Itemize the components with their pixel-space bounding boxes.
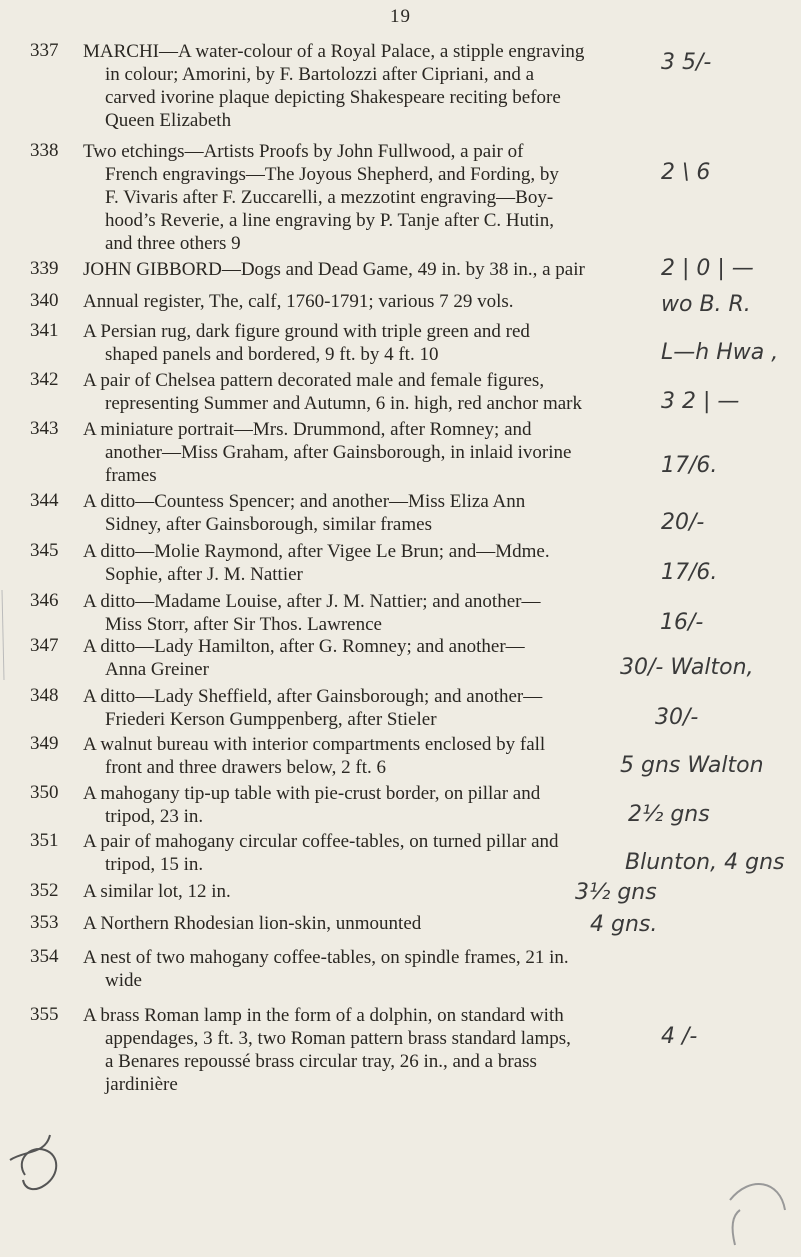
lot-number: 339 [30,258,59,279]
handwritten-price-note: 16/- [660,610,704,635]
lot-number: 354 [30,946,59,967]
lot-description [83,540,669,586]
margin-tick-mark [0,580,60,690]
lot-description [83,369,669,415]
lot-description-line: in colour; Amorini, by F. Bartolozzi after Cipriani, and a [105,64,535,85]
lot-description-line: JOHN GIBBORD—Dogs and Dead Game, 49 in. by 38 in., a pair [83,259,585,280]
circle-mark-icon [5,1130,75,1210]
lot-description [83,912,669,935]
lot-number: 344 [30,490,59,511]
lot-description-line: wide [105,970,142,991]
page-number: 19 [390,6,411,27]
lot-number: 341 [30,320,59,341]
lot-number: 346 [30,590,59,611]
handwritten-price-note: 2 | 0 | — [661,256,754,281]
lot-description-line: carved ivorine plaque depicting Shakespeare reciting before [105,87,561,108]
lot-description-line: tripod, 15 in. [105,854,204,875]
lot-description [83,320,669,366]
handwritten-price-note: 17/6. [661,560,718,585]
lot-number: 343 [30,418,59,439]
lot-number: 345 [30,540,59,561]
lot-description [83,418,669,487]
lot-description-line: A Persian rug, dark figure ground with triple green and red [83,321,530,342]
lot-description-line: Sophie, after J. M. Nattier [105,564,303,585]
lot-description-line: MARCHI—A water-colour of a Royal Palace, a stipple engraving [83,41,585,62]
handwritten-price-note: L—h Hwa , [661,340,779,365]
lot-description-line: A similar lot, 12 in. [83,881,231,902]
lot-description-line: A nest of two mahogany coffee-tables, on spindle frames, 21 in. [83,947,569,968]
handwritten-price-note: 30/- [655,705,699,730]
handwritten-price-note: 4 gns. [590,912,658,937]
lot-description-line: A ditto—Countess Spencer; and another—Miss Eliza Ann [83,491,526,512]
lot-description-line: shaped panels and bordered, 9 ft. by 4 ft. 10 [105,344,439,365]
lot-number: 352 [30,880,59,901]
handwritten-price-note: 4 /- [661,1024,698,1049]
lot-description-line: A walnut bureau with interior compartments enclosed by fall [83,734,546,755]
lot-description-line: Friederi Kerson Gumppenberg, after Stieler [105,709,437,730]
lot-description-line: A pair of mahogany circular coffee-tables, on turned pillar and [83,831,559,852]
corner-mark-icon [725,1170,795,1250]
lot-description [83,946,669,992]
handwritten-price-note: Blunton, 4 gns [625,850,785,875]
lot-description [83,490,669,536]
lot-description-line: and three others 9 [105,233,241,254]
lot-description [83,590,669,636]
handwritten-price-note: 2 \ 6 [661,160,711,185]
lot-number: 340 [30,290,59,311]
lot-description-line: another—Miss Graham, after Gainsborough, in inlaid ivorine [105,442,572,463]
handwritten-price-note: 3½ gns [575,880,657,905]
lot-number: 347 [30,635,59,656]
handwritten-price-note: 5 gns Walton [620,753,764,778]
lot-number: 353 [30,912,59,933]
lot-description-line: front and three drawers below, 2 ft. 6 [105,757,387,778]
lot-description [83,635,669,681]
lot-description [83,733,669,779]
lot-number: 349 [30,733,59,754]
lot-description [83,782,669,828]
lot-description-line: A ditto—Lady Sheffield, after Gainsborough; and another— [83,686,543,707]
lot-number: 355 [30,1004,59,1025]
handwritten-price-note: 2½ gns [628,802,710,827]
lot-description [83,290,669,313]
handwritten-price-note: 20/- [661,510,705,535]
lot-description-line: A brass Roman lamp in the form of a dolphin, on standard with [83,1005,564,1026]
lot-description-line: A mahogany tip-up table with pie-crust border, on pillar and [83,783,541,804]
lot-description [83,140,669,255]
lot-description-line: Annual register, The, calf, 1760-1791; various 7 29 vols. [83,291,514,312]
lot-description-line: a Benares repoussé brass circular tray, 26 in., and a brass [105,1051,537,1072]
lot-description-line: F. Vivaris after F. Zuccarelli, a mezzotint engraving—Boy- [105,187,554,208]
handwritten-price-note: 3 5/- [661,50,712,75]
lot-description [83,40,669,132]
lot-description-line: A ditto—Madame Louise, after J. M. Nattier; and another— [83,591,541,612]
lot-number: 342 [30,369,59,390]
lot-description-line: jardinière [105,1074,178,1095]
lot-description-line: A miniature portrait—Mrs. Drummond, after Romney; and [83,419,532,440]
lot-description-line: Sidney, after Gainsborough, similar frames [105,514,432,535]
lot-description-line: frames [105,465,157,486]
lot-description-line: hood’s Reverie, a line engraving by P. Tanje after C. Hutin, [105,210,554,231]
handwritten-price-note: 30/- Walton, [620,655,754,680]
lot-description-line: A ditto—Molie Raymond, after Vigee Le Brun; and—Mdme. [83,541,550,562]
lot-number: 351 [30,830,59,851]
lot-description [83,830,669,876]
lot-number: 338 [30,140,59,161]
lot-description [83,1004,669,1096]
lot-description-line: A Northern Rhodesian lion-skin, unmounted [83,913,422,934]
handwritten-price-note: 17/6. [661,453,718,478]
lot-description-line: appendages, 3 ft. 3, two Roman pattern brass standard lamps, [105,1028,571,1049]
lot-description [83,685,669,731]
lot-description-line: Miss Storr, after Sir Thos. Lawrence [105,614,382,635]
handwritten-price-note: wo B. R. [661,292,751,317]
lot-number: 350 [30,782,59,803]
lot-description-line: Queen Elizabeth [105,110,232,131]
lot-description-line: French engravings—The Joyous Shepherd, and Fording, by [105,164,559,185]
lot-description-line: Anna Greiner [105,659,209,680]
lot-description-line: A pair of Chelsea pattern decorated male and female figures, [83,370,545,391]
lot-number: 337 [30,40,59,61]
lot-number: 348 [30,685,59,706]
lot-description [83,258,669,281]
handwritten-price-note: 3 2 | — [661,389,740,414]
lot-description-line: Two etchings—Artists Proofs by John Fullwood, a pair of [83,141,524,162]
lot-description-line: A ditto—Lady Hamilton, after G. Romney; and another— [83,636,525,657]
lot-description-line: representing Summer and Autumn, 6 in. high, red anchor mark [105,393,583,414]
lot-description-line: tripod, 23 in. [105,806,204,827]
